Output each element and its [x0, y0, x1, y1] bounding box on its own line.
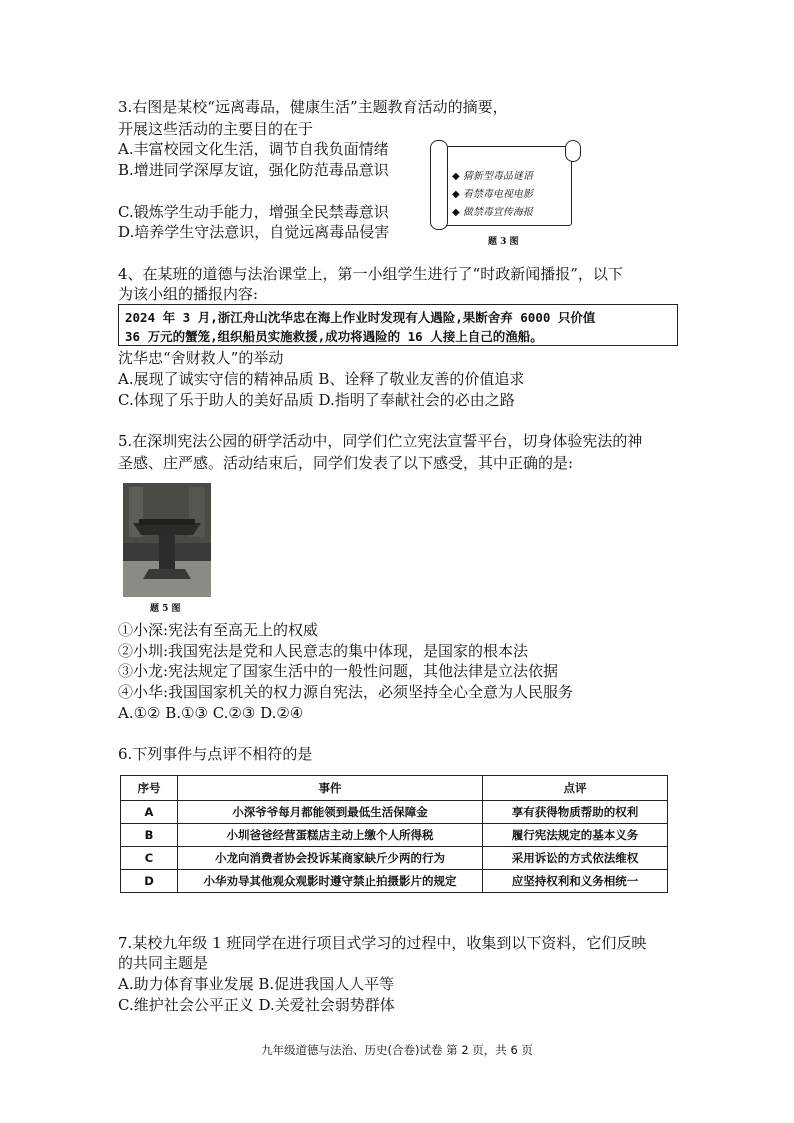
q3-option-a: A.丰富校园文化生活，调节自我负面情绪: [118, 140, 389, 158]
q5-option-3: ③小龙:宪法规定了国家生活中的一般性问题，其他法律是立法依据: [118, 662, 559, 680]
q3-stem-line-1: 3.右图是某校“远离毒品，健康生活”主题教育活动的摘要，: [118, 98, 508, 116]
q7-options-ab: A.助力体育事业发展 B.促进我国人人平等: [118, 975, 395, 993]
table-row: [121, 847, 668, 870]
q7-stem-line-1: 7.某校九年级 1 班同学在进行项目式学习的过程中，收集到以下资料，它们反映: [118, 934, 647, 952]
q7-options-cd: C.维护社会公平正义 D.关爱社会弱势群体: [118, 996, 395, 1014]
row-event: 小圳爸爸经营蛋糕店主动上缴个人所得税: [178, 824, 483, 847]
row-index: A: [121, 801, 178, 824]
q4-news-line-2: 36 万元的蟹笼,组织船员实施救援,成功将遇险的 16 人接上自己的渔船。: [125, 329, 543, 344]
table-row: [121, 824, 668, 847]
header-comment: 点评: [483, 776, 668, 801]
constitution-pledge-platform-image: [123, 483, 211, 597]
row-comment: 应坚持权利和义务相统一: [483, 870, 668, 893]
q5-option-1: ①小深:宪法有至高无上的权威: [118, 621, 319, 639]
row-event: 小龙向消费者协会投诉某商家缺斤少两的行为: [178, 847, 483, 870]
scroll-item-2: ◆ 看禁毒电视电影: [452, 189, 533, 200]
row-comment: 采用诉讼的方式依法维权: [483, 847, 668, 870]
q3-option-c: C.锻炼学生动手能力，增强全民禁毒意识: [118, 203, 389, 221]
q7-stem-line-2: 的共同主题是: [118, 954, 209, 972]
q4-stem-line-1: 4、在某班的道德与法治课堂上，第一小组学生进行了“时政新闻播报”，以下: [118, 265, 623, 283]
header-event: 事件: [178, 776, 483, 801]
q4-news-line-1: 2024 年 3 月,浙江舟山沈华忠在海上作业时发现有人遇险,果断舍弃 6000 只价值: [125, 310, 596, 325]
q5-stem-line-2: 圣感、庄严感。活动结束后，同学们发表了以下感受，其中正确的是:: [118, 454, 574, 472]
table-row: [121, 801, 668, 824]
q3-stem-line-2: 开展这些活动的主要目的在于: [118, 120, 314, 138]
q4-options-ab: A.展现了诚实守信的精神品质 B、诠释了敬业友善的价值追求: [118, 370, 525, 388]
row-event: 小华劝导其他观众观影时遵守禁止拍摄影片的规定: [178, 870, 483, 893]
q6-events-table: [120, 775, 668, 893]
row-index: D: [121, 870, 178, 893]
q5-answer-choices: A.①② B.①③ C.②③ D.②④: [118, 704, 304, 722]
table-header-row: [121, 776, 668, 801]
q4-question: 沈华忠“舍财救人”的举动: [118, 349, 284, 367]
q5-stem-line-1: 5.在深圳宪法公园的研学活动中，同学们伫立宪法宣誓平台，切身体验宪法的神: [118, 432, 643, 450]
q5-photo: [123, 483, 211, 597]
q3-scroll-figure: [428, 140, 583, 228]
q4-news-box: [118, 304, 678, 346]
scroll-item-3: ◆ 做禁毒宣传海报: [452, 207, 533, 218]
q3-option-b: B.增进同学深厚友谊，强化防范毒品意识: [118, 161, 389, 179]
q3-option-d: D.培养学生守法意识，自觉远离毒品侵害: [118, 223, 390, 241]
page-footer: 九年级道德与法治、历史(合卷)试卷 第 2 页，共 6 页: [261, 1043, 533, 1057]
row-comment: 履行宪法规定的基本义务: [483, 824, 668, 847]
q6-stem: 6.下列事件与点评不相符的是: [118, 745, 313, 763]
q3-figure-caption: 题 3 图: [488, 237, 519, 247]
q5-option-4: ④小华:我国国家机关的权力源自宪法，必须坚持全心全意为人民服务: [118, 683, 574, 701]
scroll-roll-right: [565, 140, 581, 162]
q5-figure-caption: 题 5 图: [150, 604, 181, 614]
row-index: B: [121, 824, 178, 847]
row-comment: 享有获得物质帮助的权利: [483, 801, 668, 824]
q5-option-2: ②小圳:我国宪法是党和人民意志的集中体现，是国家的根本法: [118, 642, 529, 660]
scroll-roll-left: [430, 140, 448, 230]
q4-stem-line-2: 为该小组的播报内容:: [118, 285, 259, 303]
row-index: C: [121, 847, 178, 870]
q4-options-cd: C.体现了乐于助人的美好品质 D.指明了奉献社会的必由之路: [118, 391, 515, 409]
scroll-item-1: ◆ 猜新型毒品谜语: [452, 171, 533, 182]
table-row: [121, 870, 668, 893]
header-index: 序号: [121, 776, 178, 801]
row-event: 小深爷爷每月都能领到最低生活保障金: [178, 801, 483, 824]
